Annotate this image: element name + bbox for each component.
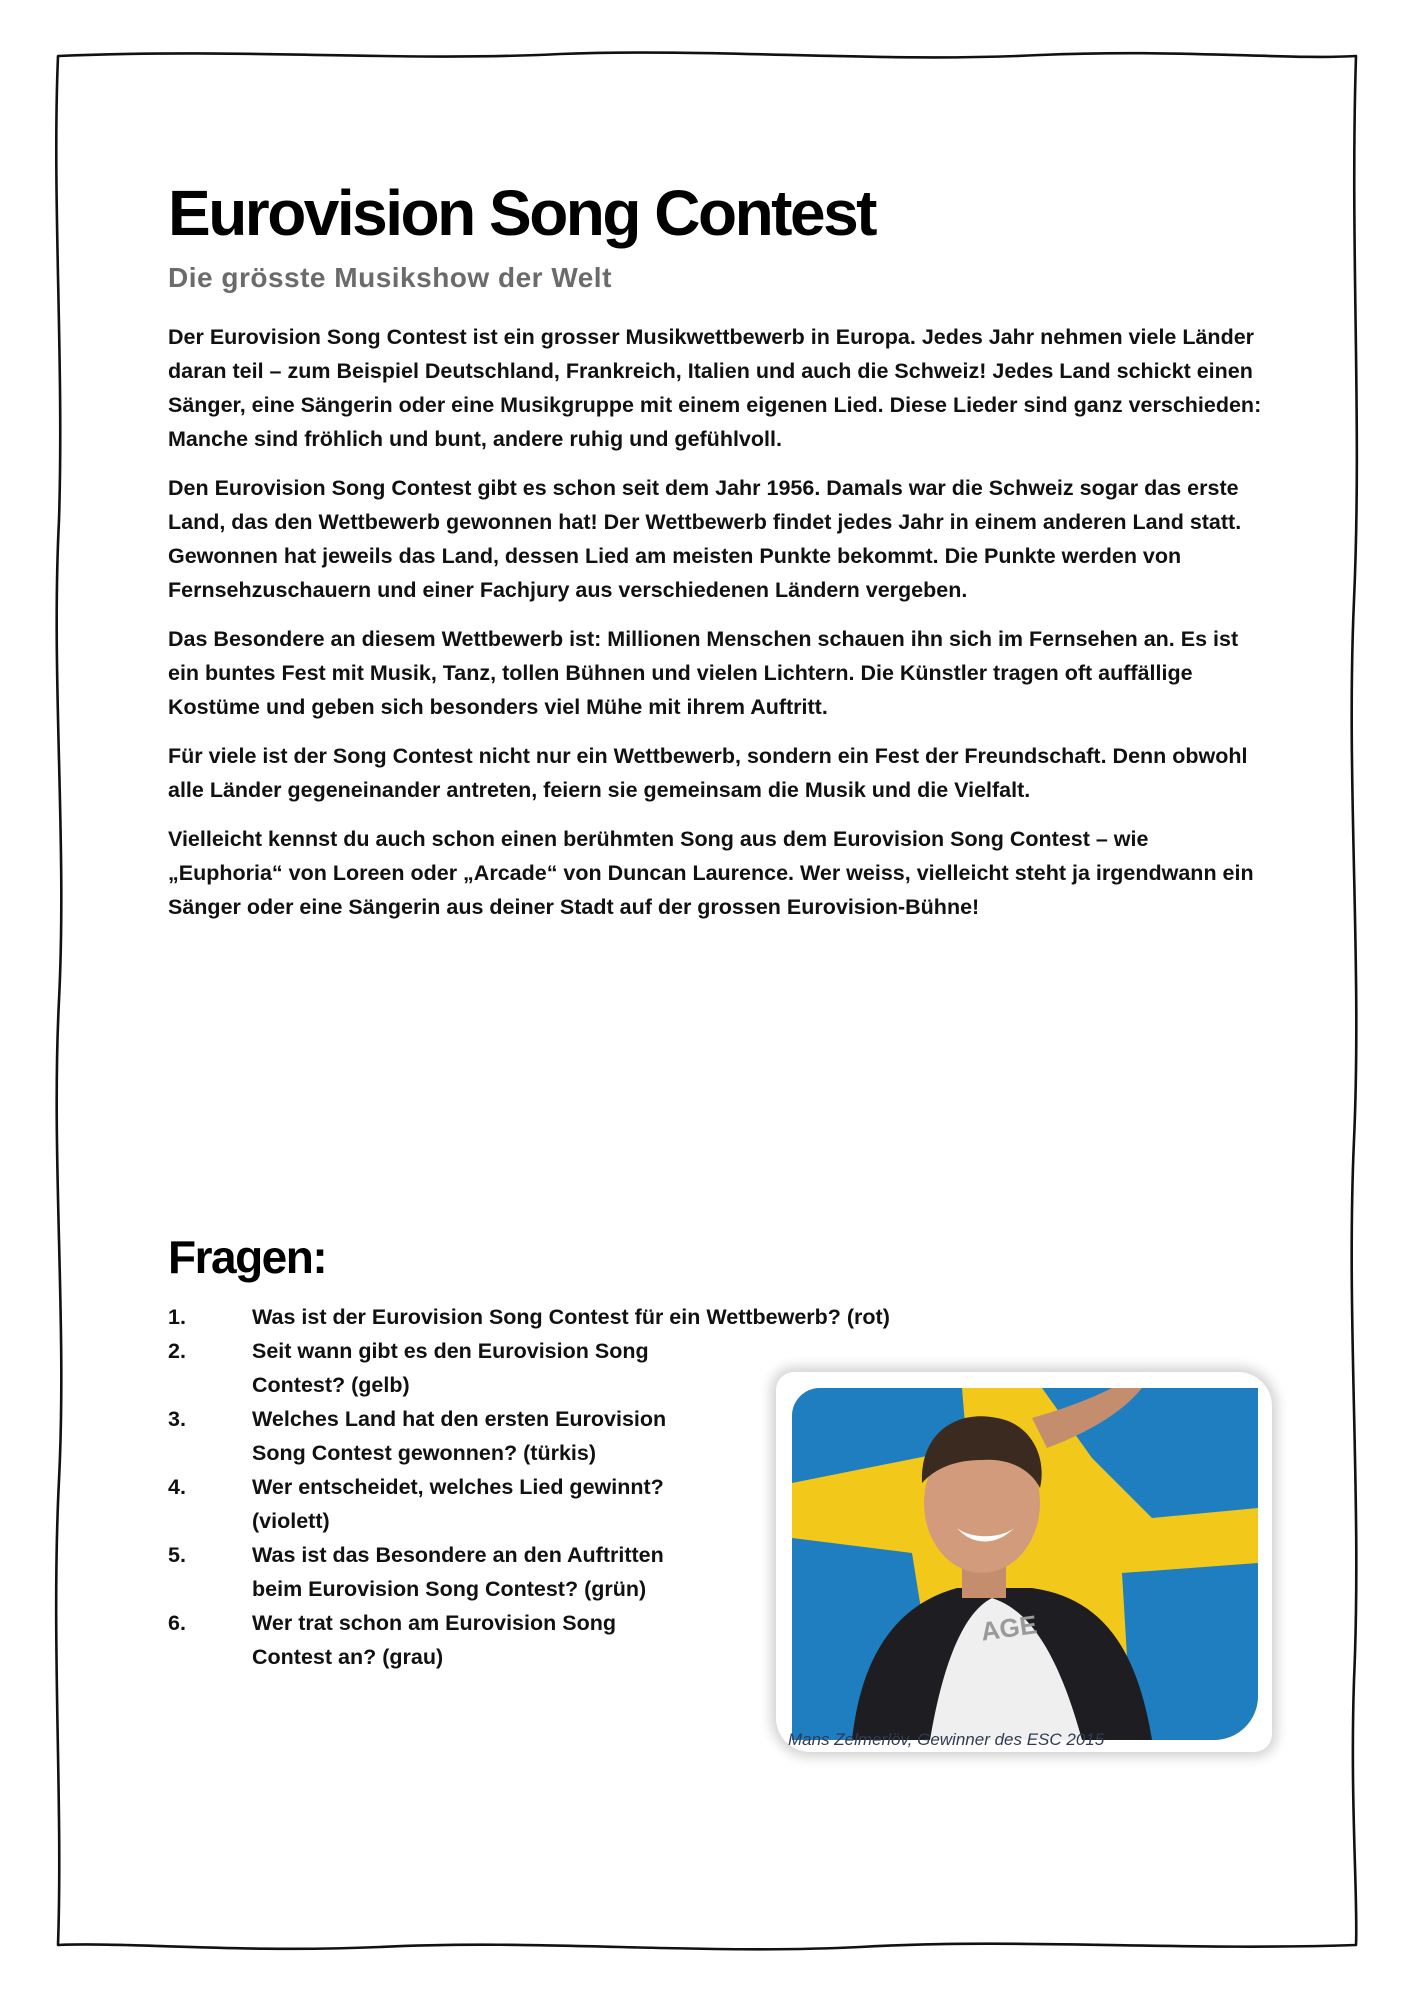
paragraph-1: Der Eurovision Song Contest ist ein grosser Musikwettbewerb in Europa. Jedes Jahr nehmen viele Länder daran teil – zum Beispiel Deutschland, Frankreich, Italien und auch die Schweiz! Jedes Land schickt einen Sänger, eine Sängerin oder eine Musikgruppe mit einem eigenen Lied. Diese Lieder sind ganz verschieden: Manche sind fröhlich und bunt, andere ruhig und gefühlvoll. <box>168 325 1262 451</box>
question-item <box>168 1538 688 1606</box>
question-number: 6. <box>168 1611 186 1635</box>
question-text: Was ist der Eurovision Song Contest für ein Wettbewerb? (rot) <box>252 1305 890 1329</box>
paragraph-5: Vielleicht kennst du auch schon einen berühmten Song aus dem Eurovision Song Contest – wie „Euphoria“ von Loreen oder „Arcade“ von Duncan Laurence. Wer weiss, vielleicht steht ja irgendwann ein Sänger oder eine Sängerin aus deiner Stadt auf der grossen Eurovision-Bühne! <box>168 827 1254 919</box>
page-title: Eurovision Song Contest <box>168 177 875 249</box>
question-text: Wer trat schon am Eurovision Song Contest an? (grau) <box>252 1611 616 1669</box>
question-item <box>168 1470 688 1538</box>
questions-heading: Fragen: <box>168 1231 327 1283</box>
questions-list <box>168 1300 890 1674</box>
paragraph-4: Für viele ist der Song Contest nicht nur ein Wettbewerb, sondern ein Fest der Freundschaft. Denn obwohl alle Länder gegeneinander antreten, feiern sie gemeinsam die Musik und die Vielfalt. <box>168 744 1248 802</box>
question-number: 3. <box>168 1407 186 1431</box>
question-item <box>168 1334 688 1402</box>
singer-photo <box>792 1388 1258 1740</box>
intro-text <box>168 320 1268 939</box>
question-text: Was ist das Besondere an den Auftritten beim Eurovision Song Contest? (grün) <box>252 1543 664 1601</box>
shirt-print: AGE <box>978 1609 1039 1647</box>
photo-card <box>776 1372 1272 1752</box>
question-item <box>168 1606 668 1674</box>
question-text: Seit wann gibt es den Eurovision Song Contest? (gelb) <box>252 1339 649 1397</box>
question-item <box>168 1300 890 1334</box>
photo-caption: Mans Zelmerlöv, Gewinner des ESC 2015 <box>788 1730 1105 1749</box>
question-item <box>168 1402 688 1470</box>
question-number: 1. <box>168 1305 186 1329</box>
page-subtitle: Die grösste Musikshow der Welt <box>168 262 612 293</box>
question-number: 4. <box>168 1475 186 1499</box>
question-text: Wer entscheidet, welches Lied gewinnt? (violett) <box>252 1475 664 1533</box>
question-number: 5. <box>168 1543 186 1567</box>
photo-illustration <box>792 1388 1258 1740</box>
paragraph-2: Den Eurovision Song Contest gibt es schon seit dem Jahr 1956. Damals war die Schweiz sogar das erste Land, das den Wettbewerb gewonnen hat! Der Wettbewerb findet jedes Jahr in einem anderen Land statt. Gewonnen hat jeweils das Land, dessen Lied am meisten Punkte bekommt. Die Punkte werden von Fernsehzuschauern und einer Fachjury aus verschiedenen Ländern vergeben. <box>168 476 1242 602</box>
question-text: Welches Land hat den ersten Eurovision Song Contest gewonnen? (türkis) <box>252 1407 667 1465</box>
paragraph-3: Das Besondere an diesem Wettbewerb ist: Millionen Menschen schauen ihn sich im Fernsehen an. Es ist ein buntes Fest mit Musik, Tanz, tollen Bühnen und vielen Lichtern. Die Künstler tragen oft auffällige Kostüme und geben sich besonders viel Mühe mit ihrem Auftritt. <box>168 627 1239 719</box>
question-number: 2. <box>168 1339 186 1363</box>
